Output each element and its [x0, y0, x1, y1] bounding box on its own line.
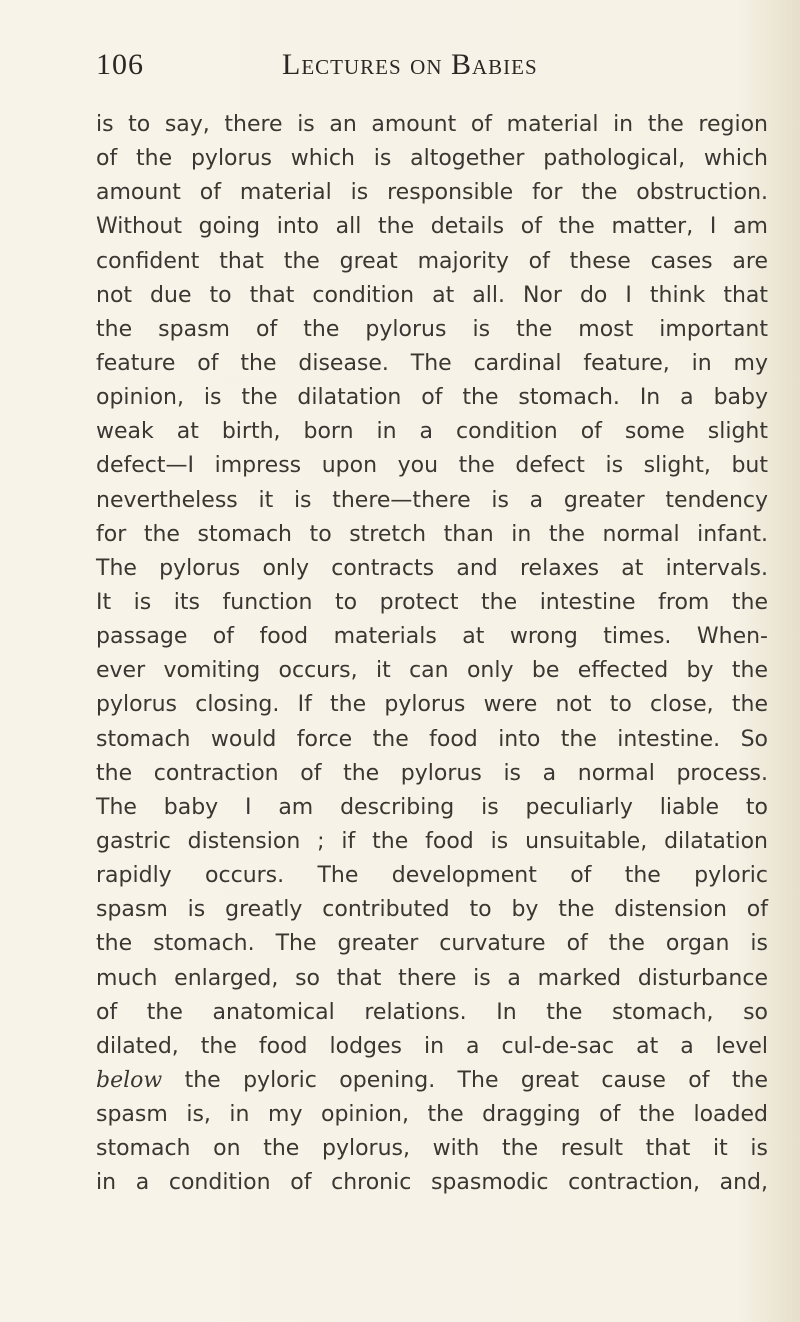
text-line: much enlarged, so that there is a marked disturbance [96, 965, 768, 991]
text-line: spasm is, in my opinion, the dragging of the loaded [96, 1102, 768, 1128]
text-line: the contraction of the pylorus is a normal process. [96, 760, 768, 786]
text-line: pylorus closing. If the pylorus were not to close, the [96, 692, 768, 718]
book-title: Lectures on Babies [282, 48, 538, 81]
page-number: 106 [96, 48, 144, 81]
text-line: nevertheless it is there—there is a greater tendency [96, 487, 768, 513]
running-head [96, 46, 706, 90]
text-line: for the stomach to stretch than in the normal infant. [96, 521, 768, 547]
text-line: confident that the great majority of these cases are [96, 248, 768, 274]
text-line: of the pylorus which is altogether pathological, which [96, 146, 768, 172]
text-line: defect—I impress upon you the defect is slight, but [96, 453, 768, 479]
text-line-with-italic [96, 1064, 768, 1098]
text-line: not due to that condition at all. Nor do I think that [96, 282, 768, 308]
text-line: is to say, there is an amount of material in the region [96, 112, 768, 137]
text-line: Without going into all the details of the matter, I am [96, 214, 768, 240]
italic-word: below [96, 1067, 163, 1093]
text-line: passage of food materials at wrong times. When- [96, 624, 768, 650]
text-line: dilated, the food lodges in a cul-de-sac at a level [96, 1033, 768, 1059]
text-line: ever vomiting occurs, it can only be effected by the [96, 658, 768, 684]
text-line: opinion, is the dilatation of the stomach. In a baby [96, 385, 768, 411]
text-line: gastric distension ; if the food is unsuitable, dilatation [96, 828, 768, 854]
text-line: The baby I am describing is peculiarly liable to [96, 794, 768, 820]
text-line: of the anatomical relations. In the stomach, so [96, 999, 768, 1025]
text-line: rapidly occurs. The development of the pyloric [96, 863, 768, 889]
text-line: feature of the disease. The cardinal feature, in my [96, 350, 768, 376]
text-line: It is its function to protect the intestine from the [96, 589, 768, 615]
text-line: stomach on the pylorus, with the result that it is [96, 1136, 768, 1162]
text-segment: the pyloric opening. The great cause of the [162, 1067, 768, 1093]
text-line: in a condition of chronic spasmodic contraction, and, [96, 1170, 768, 1196]
text-line: the spasm of the pylorus is the most important [96, 316, 768, 342]
text-line: weak at birth, born in a condition of some slight [96, 419, 768, 445]
body-text [96, 108, 768, 1201]
text-line: The pylorus only contracts and relaxes at intervals. [96, 555, 768, 581]
text-line: amount of material is responsible for the obstruction. [96, 180, 768, 206]
text-line: the stomach. The greater curvature of the organ is [96, 931, 768, 957]
text-line: spasm is greatly contributed to by the distension of [96, 897, 768, 923]
text-line: stomach would force the food into the intestine. So [96, 726, 768, 752]
